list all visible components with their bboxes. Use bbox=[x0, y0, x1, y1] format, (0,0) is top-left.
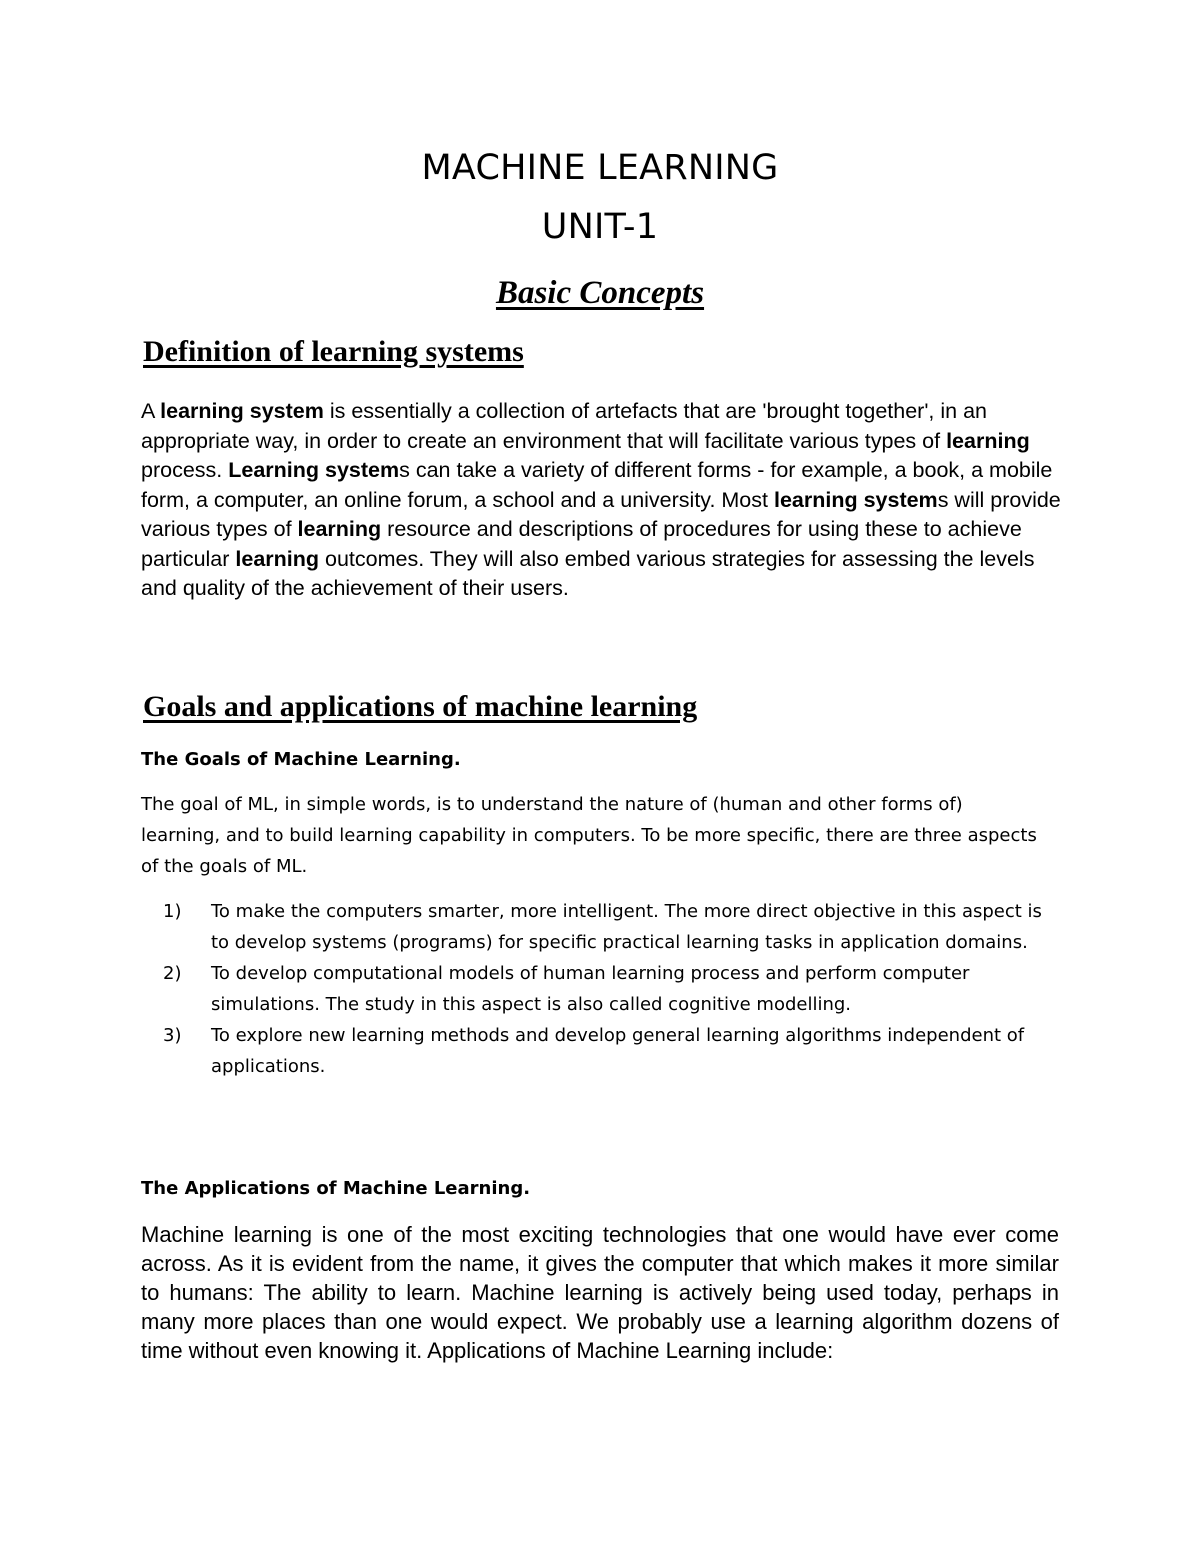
list-item bbox=[163, 896, 1063, 958]
list-item-text: To explore new learning methods and develop general learning algorithms independent of applications. bbox=[211, 1025, 1025, 1077]
definition-run: learning bbox=[946, 428, 1030, 453]
definition-run: Learning system bbox=[228, 458, 400, 482]
document-title: MACHINE LEARNING bbox=[421, 148, 779, 188]
definition-run: learning bbox=[235, 546, 320, 571]
goals-subheading: The Goals of Machine Learning. bbox=[141, 749, 461, 770]
definition-run: learning bbox=[297, 517, 382, 541]
list-item-number: 3) bbox=[163, 1025, 182, 1046]
unit-title: UNIT-1 bbox=[541, 207, 659, 247]
goals-list bbox=[163, 896, 1063, 1082]
definition-paragraph bbox=[141, 397, 1071, 604]
definition-run: outcomes. They will also embed various strategies for assessing the levels and quality of the achievement of their users. bbox=[141, 546, 1035, 600]
list-item-text: To develop computational models of human learning process and perform computer simulations. The study in this aspect is also called cognitive modelling. bbox=[211, 963, 970, 1015]
list-item-number: 1) bbox=[163, 901, 182, 922]
applications-subheading: The Applications of Machine Learning. bbox=[141, 1178, 531, 1199]
list-item-number: 2) bbox=[163, 963, 182, 984]
definition-run: A bbox=[141, 399, 161, 423]
definition-run: process. bbox=[141, 458, 229, 482]
goals-intro: The goal of ML, in simple words, is to understand the nature of (human and other forms of) learning, and to build learning capability in computers. To be more specific, there are three aspects of the goals of ML. bbox=[141, 794, 1037, 877]
applications-paragraph: Machine learning is one of the most exciting technologies that one would have ever come across. As it is evident from the name, it gives the computer that which makes it more similar to humans: The ability to learn. Machine learning is actively being used today, perhaps in many more places than one would expect. We probably use a learning algorithm dozens of time without even knowing it. Applications of Machine Learning include: bbox=[141, 1222, 1059, 1363]
list-item bbox=[163, 958, 1063, 1020]
goals-heading: Goals and applications of machine learning bbox=[143, 690, 698, 723]
definition-run: learning system bbox=[160, 399, 324, 423]
definition-run: s will provide various types of bbox=[141, 487, 1061, 541]
definition-run: learning system bbox=[773, 487, 938, 512]
list-item bbox=[163, 1020, 1063, 1082]
definition-heading: Definition of learning systems bbox=[143, 335, 524, 368]
section-title: Basic Concepts bbox=[495, 275, 705, 311]
definition-run: is essentially a collection of artefacts that are 'brought together', in an appropriate way, in order to create an environment that will facilitate various types of bbox=[141, 399, 987, 453]
definition-run: s can take a variety of different forms - for example, a book, a mobile form, a computer, an online forum, a school and a university. Most bbox=[141, 458, 1053, 512]
definition-run: resource and descriptions of procedures for using these to achieve particular bbox=[141, 517, 1022, 571]
list-item-text: To make the computers smarter, more intelligent. The more direct objective in this aspect is to develop systems (programs) for specific practical learning tasks in application domains. bbox=[211, 901, 1042, 953]
